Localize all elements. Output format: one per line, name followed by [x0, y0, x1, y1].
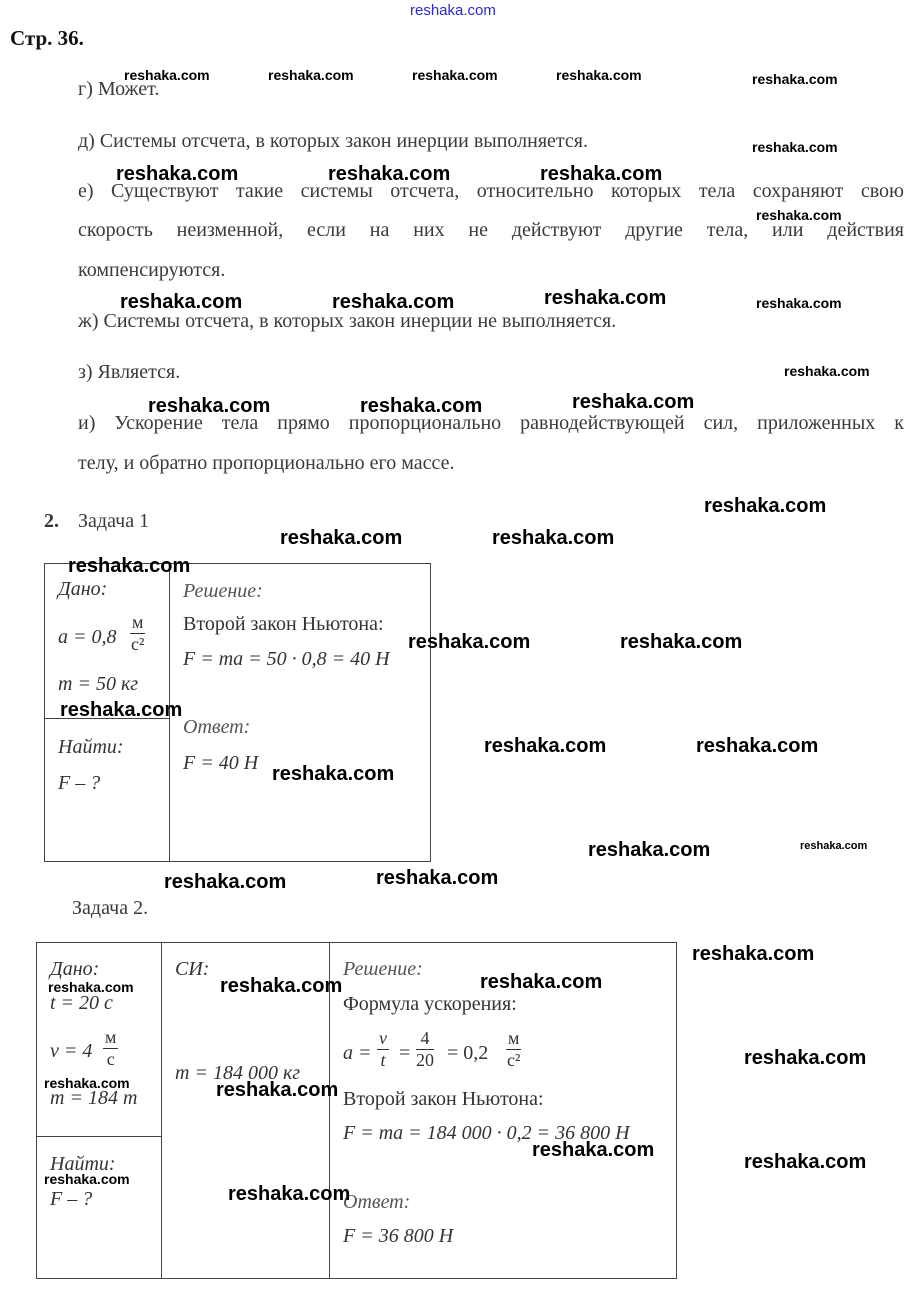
- watermark: reshaka.com: [784, 363, 870, 379]
- task2-si-value: m = 184 000 кг: [175, 1062, 301, 1084]
- task1-unit-fraction: м с²: [131, 612, 145, 654]
- watermark: reshaka.com: [752, 139, 838, 155]
- task2-acc-vt-fraction: $\frac{v}{t}$: [379, 1028, 387, 1070]
- watermark: reshaka.com: [216, 1079, 339, 1101]
- task1-find-label: Найти:: [58, 736, 124, 758]
- watermark: reshaka.com: [68, 555, 191, 577]
- watermark: reshaka.com: [44, 1075, 130, 1091]
- answer-i-line1: и) Ускорение тела прямо пропорционально равнодействующей сил, приложенных к: [78, 412, 904, 434]
- task1-answer-label: Ответ:: [183, 716, 251, 738]
- watermark: reshaka.com: [48, 979, 134, 995]
- task2-find: F – ?: [50, 1188, 93, 1210]
- watermark: reshaka.com: [756, 295, 842, 311]
- watermark: reshaka.com: [360, 395, 483, 417]
- watermark: reshaka.com: [744, 1151, 867, 1173]
- watermark: reshaka.com: [752, 71, 838, 87]
- watermark: reshaka.com: [124, 67, 210, 83]
- task2-find-label: Найти:: [50, 1153, 116, 1175]
- task2-acc-result: = 0,2: [447, 1042, 489, 1064]
- task2-newton-calc: F = ma = 184 000 · 0,2 = 36 800 Н: [343, 1122, 630, 1144]
- watermark: reshaka.com: [532, 1139, 655, 1161]
- task2-si-label: СИ:: [175, 958, 210, 980]
- task2-divider-h: [36, 1136, 161, 1137]
- task1-given-a: a = 0,8: [58, 626, 117, 648]
- watermark: reshaka.com: [272, 763, 395, 785]
- task2-acc-eq: =: [399, 1042, 411, 1064]
- watermark: reshaka.com: [480, 971, 603, 993]
- watermark: reshaka.com: [744, 1047, 867, 1069]
- task1-solution-line1: Второй закон Ньютона:: [183, 613, 384, 635]
- watermark: reshaka.com: [696, 735, 819, 757]
- task2-acc-num-fraction: $\frac{4}{20}$: [416, 1028, 434, 1070]
- watermark: reshaka.com: [164, 871, 287, 893]
- task2-given-m: m = 184 т: [50, 1087, 138, 1109]
- page-title: Стр. 36.: [10, 26, 84, 50]
- task2-solution-label: Решение:: [343, 958, 423, 980]
- watermark: reshaka.com: [148, 395, 271, 417]
- watermark: reshaka.com: [116, 163, 239, 185]
- watermark: reshaka.com: [484, 735, 607, 757]
- task2-acc-a: a =: [343, 1042, 372, 1064]
- task2-formula-title: Формула ускорения:: [343, 993, 517, 1015]
- watermark: reshaka.com: [492, 527, 615, 549]
- answer-e-line2: скорость неизменной, если на них не действуют другие тела, или действия: [78, 219, 904, 241]
- answer-d: д) Системы отсчета, в которых закон инерции выполняется.: [78, 130, 588, 152]
- answer-i-line2: телу, и обратно пропорционально его массе.: [78, 452, 455, 474]
- watermark: reshaka.com: [408, 631, 531, 653]
- watermark: reshaka.com: [572, 391, 695, 413]
- watermark: reshaka.com: [120, 291, 243, 313]
- task1-given-m: m = 50 кг: [58, 673, 139, 695]
- watermark: reshaka.com: [544, 287, 667, 309]
- watermark: reshaka.com: [60, 699, 183, 721]
- watermark: reshaka.com: [220, 975, 343, 997]
- watermark: reshaka.com: [756, 207, 842, 223]
- task2-answer-label: Ответ:: [343, 1191, 411, 1213]
- task2-given-v: v = 4: [50, 1040, 93, 1062]
- site-header-link[interactable]: reshaka.com: [410, 2, 496, 19]
- watermark: reshaka.com: [228, 1183, 351, 1205]
- answer-e-line3: компенсируются.: [78, 259, 226, 281]
- watermark: reshaka.com: [620, 631, 743, 653]
- watermark: reshaka.com: [588, 839, 711, 861]
- watermark: reshaka.com: [556, 67, 642, 83]
- task2-divider-v1: [161, 942, 162, 1278]
- task2-given-t: t = 20 с: [50, 992, 113, 1014]
- watermark: reshaka.com: [268, 67, 354, 83]
- task2-acc-unit-fraction: м с²: [507, 1028, 521, 1070]
- watermark: reshaka.com: [280, 527, 403, 549]
- task1-find: F – ?: [58, 772, 101, 794]
- task2-unit-fraction: м с: [105, 1027, 117, 1069]
- task1-solution-line2: F = ma = 50 · 0,8 = 40 Н: [183, 648, 390, 670]
- watermark: reshaka.com: [692, 943, 815, 965]
- answer-z: з) Является.: [78, 361, 181, 383]
- task2-given-label: Дано:: [50, 958, 100, 980]
- watermark: reshaka.com: [332, 291, 455, 313]
- task1-answer: F = 40 Н: [183, 752, 259, 774]
- watermark: reshaka.com: [540, 163, 663, 185]
- task2-answer: F = 36 800 Н: [343, 1225, 454, 1247]
- task1-given-label: Дано:: [58, 578, 108, 600]
- task2-newton-title: Второй закон Ньютона:: [343, 1088, 544, 1110]
- answer-zh: ж) Системы отсчета, в которых закон инерции не выполняется.: [78, 310, 617, 332]
- section-number: 2.: [44, 510, 59, 532]
- watermark: reshaka.com: [412, 67, 498, 83]
- watermark: reshaka.com: [704, 495, 827, 517]
- task1-title: Задача 1: [78, 510, 150, 532]
- watermark: reshaka.com: [328, 163, 451, 185]
- watermark: reshaka.com: [376, 867, 499, 889]
- watermark: reshaka.com: [800, 840, 868, 852]
- watermark: reshaka.com: [44, 1171, 130, 1187]
- answer-g: г) Может.: [78, 78, 160, 100]
- task2-title: Задача 2.: [72, 897, 149, 919]
- task1-solution-label: Решение:: [183, 580, 263, 602]
- answer-e-line1: е) Существуют такие системы отсчета, относительно которых тела сохраняют свою: [78, 180, 904, 202]
